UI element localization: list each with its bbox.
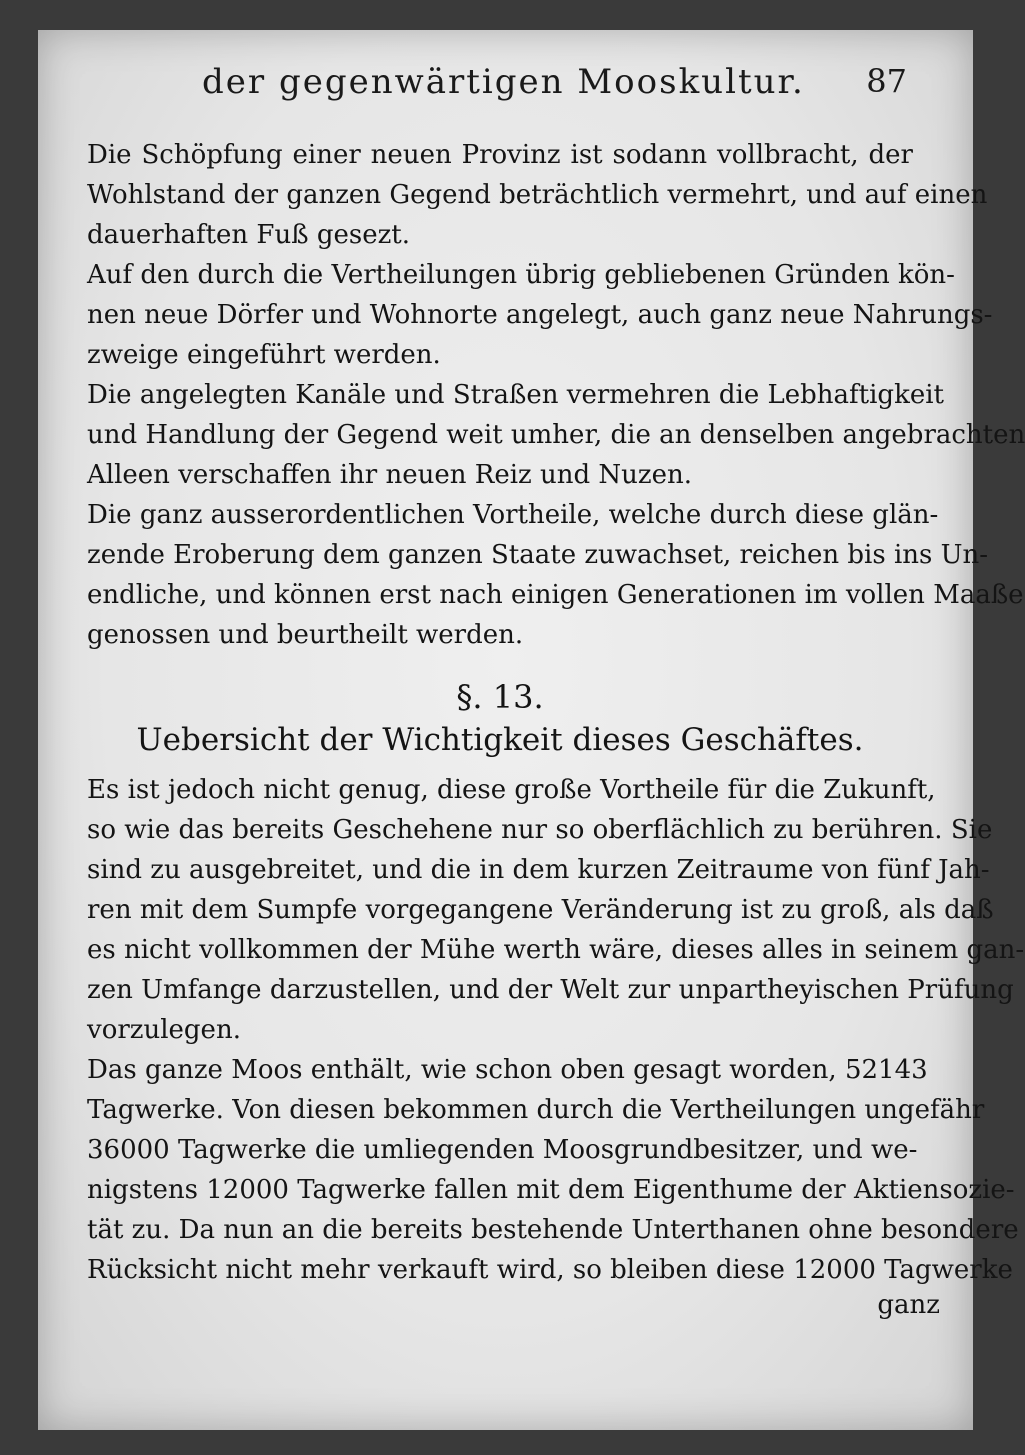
text-line: genossen und beurtheilt werden.: [87, 620, 524, 650]
text-line: Das ganze Moos enthält, wie schon oben gesagt worden, 52143: [87, 1055, 928, 1085]
text-line: nen neue Dörfer und Wohnorte angelegt, auch ganz neue Nahrungs-: [87, 300, 993, 330]
text-line: Es ist jedoch nicht genug, diese große Vortheile für die Zukunft,: [87, 775, 936, 805]
text-line: sind zu ausgebreitet, und die in dem kurzen Zeitraume von fünf Jah-: [87, 855, 990, 885]
text-line: es nicht vollkommen der Mühe werth wäre, dieses alles in seinem gan-: [87, 935, 1025, 965]
section-number: §. 13.: [456, 678, 544, 716]
text-line: 36000 Tagwerke die umliegenden Moosgrundbesitzer, und we-: [87, 1135, 918, 1165]
text-line: Wohlstand der ganzen Gegend beträchtlich vermehrt, und auf einen: [87, 180, 988, 210]
text-line: Alleen verschaffen ihr neuen Reiz und Nuzen.: [87, 460, 692, 490]
text-line: und Handlung der Gegend weit umher, die an denselben angebrachten: [87, 420, 1025, 450]
text-line: Die Schöpfung einer neuen Provinz ist sodann vollbracht, der: [87, 140, 913, 170]
catchword: ganz: [877, 1290, 940, 1320]
section-title: Uebersicht der Wichtigkeit dieses Geschäftes.: [136, 722, 864, 758]
text-line: endliche, und können erst nach einigen Generationen im vollen Maaße: [87, 580, 1024, 610]
text-line: dauerhaften Fuß gesezt.: [87, 220, 411, 250]
text-line: Rücksicht nicht mehr verkauft wird, so bleiben diese 12000 Tagwerke: [87, 1255, 1013, 1285]
text-line: Tagwerke. Von diesen bekommen durch die Vertheilungen ungefähr: [87, 1095, 985, 1125]
text-line: zen Umfange darzustellen, und der Welt zur unpartheyischen Prüfung: [87, 975, 1014, 1005]
text-line: Auf den durch die Vertheilungen übrig gebliebenen Gründen kön-: [87, 260, 955, 290]
text-line: Die ganz ausserordentlichen Vortheile, welche durch diese glän-: [87, 500, 939, 530]
text-line: ren mit dem Sumpfe vorgegangene Veränderung ist zu groß, als daß: [87, 895, 994, 925]
running-title: der gegenwärtigen Mooskultur.: [202, 62, 805, 102]
text-line: zweige eingeführt werden.: [87, 340, 441, 370]
page-number: 87: [866, 62, 907, 100]
text-line: tät zu. Da nun an die bereits bestehende Unterthanen ohne besondere: [87, 1215, 1019, 1245]
text-line: so wie das bereits Geschehene nur so oberflächlich zu berühren. Sie: [87, 815, 993, 845]
text-line: zende Eroberung dem ganzen Staate zuwachset, reichen bis ins Un-: [87, 540, 989, 570]
text-line: nigstens 12000 Tagwerke fallen mit dem Eigenthume der Aktiensozie-: [87, 1175, 1015, 1205]
page-header: [162, 62, 907, 112]
text-line: vorzulegen.: [87, 1015, 241, 1045]
text-line: Die angelegten Kanäle und Straßen vermehren die Lebhaftigkeit: [87, 380, 944, 410]
